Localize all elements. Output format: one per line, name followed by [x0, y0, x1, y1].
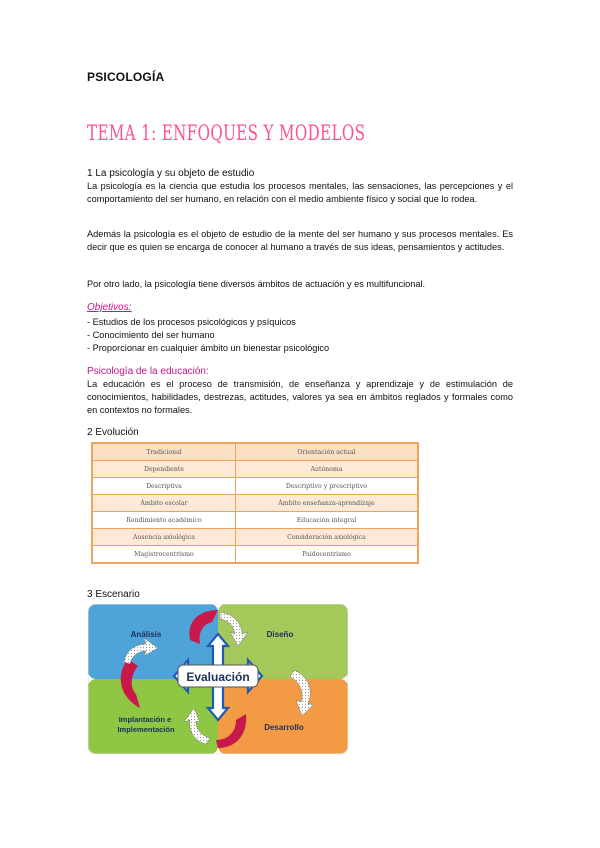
section1-heading: 1 La psicología y su objeto de estudio [87, 168, 255, 179]
topic-title: TEMA 1: ENFOQUES Y MODELOS [87, 121, 366, 145]
objective-item: - Conocimiento del ser humano [87, 330, 215, 340]
table-header-cell: Tradicional [92, 443, 235, 461]
subject-title: PSICOLOGÍA [87, 70, 165, 84]
label-design: Diseño [266, 630, 294, 639]
table-cell: Paidocentrismo [235, 546, 418, 564]
education-paragraph: La educación es el proceso de transmisión, de enseñanza y aprendizaje y de estimulación de conocimientos, habilidades, destrezas, actitudes, valores ya sea en ámbitos reglados y formales como en contextos no formales. [87, 379, 513, 415]
table-cell: Consideración axiológica [235, 529, 418, 546]
table-row [92, 478, 418, 495]
quadrant-development [218, 679, 348, 754]
table-cell: Autónoma [235, 461, 418, 478]
table-row [92, 529, 418, 546]
center-label: Evaluación [186, 670, 250, 684]
label-analysis: Análisis [130, 630, 162, 639]
label-implementation: Implantación e Implementación [117, 715, 175, 734]
table-cell: Ausencia axiológica [92, 529, 235, 546]
scenario-diagram [88, 604, 348, 754]
table-header-cell: Orientación actual [235, 443, 418, 461]
paragraph-scope: Por otro lado, la psicología tiene diversos ámbitos de actuación y es multifuncional. [87, 279, 426, 289]
table-cell: Ámbito escolar [92, 495, 235, 512]
section3-heading: 3 Escenario [87, 589, 140, 600]
table-cell: Ámbito enseñanza-aprendizaje [235, 495, 418, 512]
paragraph-definition: La psicología es la ciencia que estudia los procesos mentales, las sensaciones, las percepciones y el comportamiento del ser humano, en relación con el medio ambiente físico y social que lo rodea. [87, 181, 513, 204]
table-cell: Descriptiva [92, 478, 235, 495]
objective-item: - Proporcionar en cualquier ámbito un bienestar psicológico [87, 343, 330, 353]
table-row [92, 461, 418, 478]
objectives-heading: Objetivos: [87, 302, 132, 313]
evolution-table [91, 442, 419, 564]
paragraph-object: Además la psicología es el objeto de estudio de la mente del ser humano y sus procesos mentales. Es decir que es quien se encarga de conocer al humano a través de sus ideas, pensamientos y actitudes. [87, 229, 513, 252]
table-row [92, 546, 418, 564]
table-cell: Magistrocentrismo [92, 546, 235, 564]
table-header-row [92, 443, 418, 461]
table-row [92, 512, 418, 529]
table-row [92, 495, 418, 512]
objectives-list [87, 316, 329, 355]
table-cell: Descriptivo y prescriptivo [235, 478, 418, 495]
education-heading: Psicología de la educación: [87, 366, 209, 377]
table-cell: Dependiente [92, 461, 235, 478]
table-cell: Educación integral [235, 512, 418, 529]
objective-item: - Estudios de los procesos psicológicos y psíquicos [87, 317, 296, 327]
table-cell: Rendimiento académico [92, 512, 235, 529]
section2-heading: 2 Evolución [87, 427, 139, 438]
label-development: Desarrollo [264, 723, 304, 732]
